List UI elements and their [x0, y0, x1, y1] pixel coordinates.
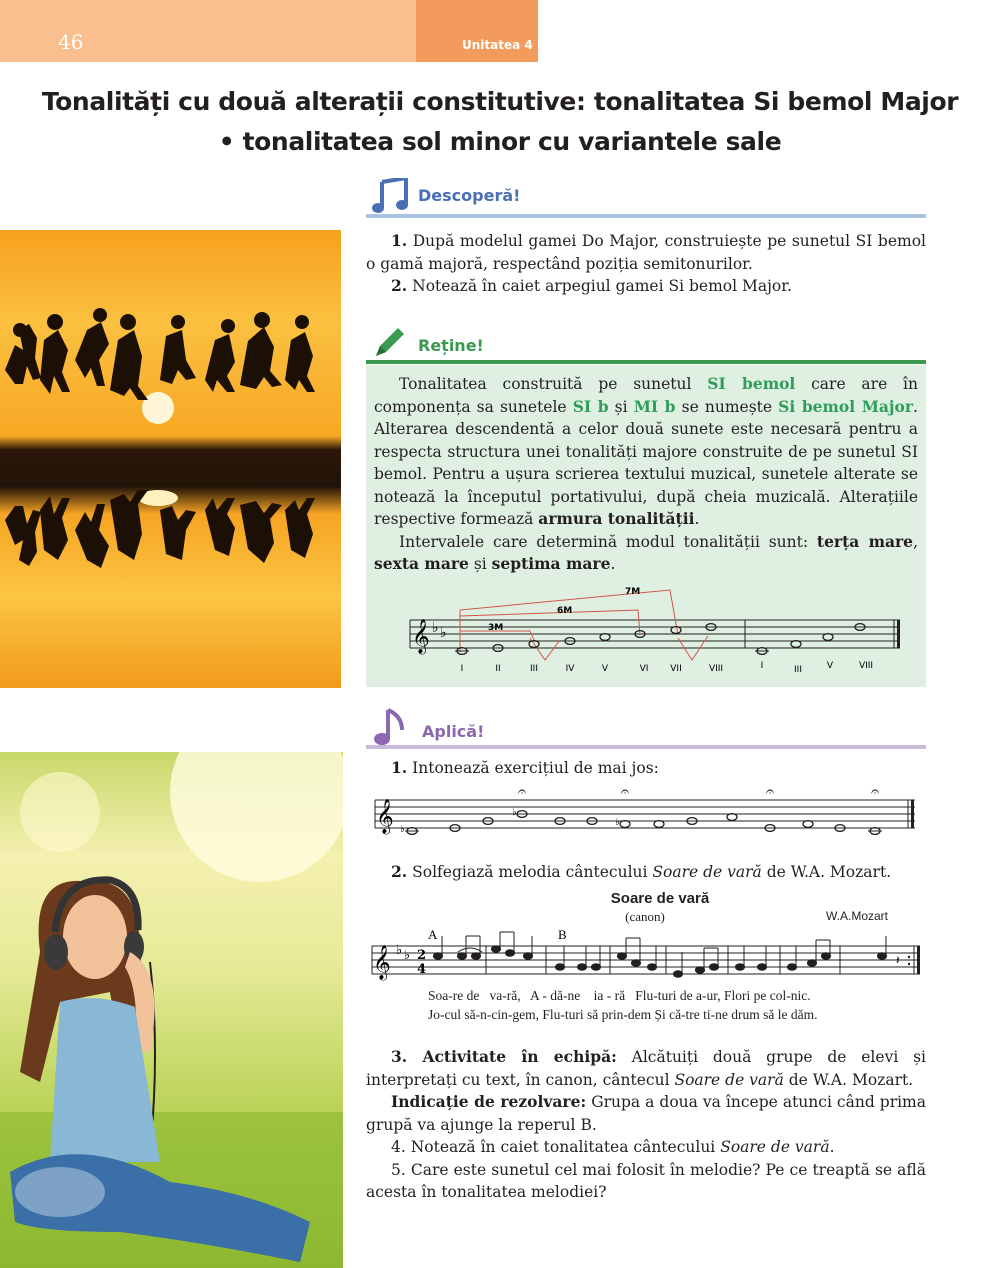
interval-label-6M: 6M	[557, 606, 573, 616]
text: Intervalele care determină modul tonalității sunt:	[399, 532, 817, 551]
text: .	[610, 555, 616, 573]
item-text: Solfegiază melodia cântecului	[412, 863, 653, 881]
item-number: 2.	[391, 276, 408, 295]
degree-label: V	[601, 664, 609, 674]
item-text: Intonează exercițiul de mai jos:	[412, 759, 659, 777]
hint	[366, 1091, 926, 1136]
degree-label: II	[495, 664, 501, 674]
time-signature-top: 2	[417, 948, 427, 963]
eighth-note-icon	[372, 708, 408, 750]
flat-icon: ♭	[440, 625, 447, 641]
text: se numește	[675, 397, 779, 416]
aplica-item-4	[366, 1136, 926, 1159]
bold-term: sexta mare	[374, 554, 469, 573]
treble-clef-icon: 𝄞	[412, 619, 430, 654]
flat-icon: ♭	[396, 943, 403, 958]
aplica-item-2	[366, 861, 926, 884]
retine-paragraph-2	[374, 531, 918, 576]
flat-icon: ♭	[404, 948, 411, 963]
degree-label: IV	[565, 664, 575, 674]
aplica-item-3	[366, 1046, 926, 1091]
song-title: Soare de vară	[610, 890, 710, 907]
text: ,	[913, 532, 918, 551]
text: . Alterarea descendentă a celor două sunete este necesară pentru a respecta structura unei tonalități majore construite de pe sunetul SI bemol. Pentru a ușura scrierea textului muzical, sunetele alterate se notează la începutul portativului, după cheia muzicală. Alterațiile respective formează	[374, 397, 918, 528]
highlight: SI bemol	[707, 374, 796, 393]
exercise-staff	[370, 782, 920, 846]
degree-label: III	[794, 665, 802, 675]
unit-label: Unitatea 4	[462, 38, 533, 52]
svg-text:♭: ♭	[400, 824, 405, 835]
aplica-item-5: 5. Care este sunetul cel mai folosit în melodie? Pe ce treaptă se află acesta în tonalitatea melodiei?	[366, 1160, 926, 1201]
time-signature-bottom: 4	[417, 962, 427, 977]
item-text: .	[829, 1138, 835, 1156]
retine-body	[374, 373, 918, 576]
degree-label: VIII	[858, 661, 874, 671]
item-text: de W.A. Mozart.	[761, 863, 892, 881]
text: Tonalitatea construită pe sunetul	[399, 375, 708, 393]
header-band-dark	[416, 0, 538, 62]
page-number: 46	[58, 30, 84, 54]
descopera-item-2	[366, 275, 926, 298]
interval-label-7M: 7M	[625, 587, 641, 597]
sunset-jumping-silhouettes-photo	[0, 230, 341, 688]
degree-label: I	[460, 664, 464, 674]
descopera-heading: Descoperă!	[418, 186, 521, 205]
interval-label-3M: 3M	[488, 623, 504, 633]
text: și	[468, 555, 492, 573]
degree-label: VII	[670, 664, 682, 674]
fermata-icon: 𝄐	[621, 784, 629, 800]
lyrics-line-1: Soa-re de va-ră, A - dă-ne ia - ră Flu-turi de a-ur, Flori pe col-nic.	[428, 988, 811, 1003]
hint-label: Indicație de rezolvare:	[391, 1092, 587, 1111]
aplica-heading: Aplică!	[422, 722, 485, 741]
bold-term: septima mare	[491, 554, 611, 573]
item-number: 1.	[391, 231, 408, 250]
retine-paragraph-1	[374, 373, 918, 531]
bold-term: armura tonalității	[538, 509, 695, 528]
bold-term: terța mare	[816, 531, 914, 551]
page-title	[40, 82, 960, 162]
svg-text:♭: ♭	[512, 807, 517, 818]
highlight: MI b	[633, 396, 676, 416]
descopera-item-1	[366, 230, 926, 275]
scale-staff	[400, 580, 910, 679]
treble-clef-icon: 𝄞	[373, 945, 391, 980]
composer: W.A.Mozart	[826, 909, 889, 923]
music-note-icon	[372, 178, 410, 218]
fermata-icon: 𝄐	[871, 784, 879, 800]
fermata-icon: 𝄐	[518, 784, 526, 800]
retine-rule	[366, 360, 926, 364]
girl-with-headphones-photo	[0, 752, 343, 1268]
item-number: 2.	[391, 862, 408, 881]
highlight: Si bemol Major	[778, 396, 914, 416]
song-subtitle: (canon)	[625, 909, 665, 924]
degree-label: VIII	[708, 664, 724, 674]
aplica-item-1	[366, 757, 926, 780]
item-text: Notează în caiet arpegiul gamei Si bemol Major.	[412, 277, 792, 295]
song-name: Soare de vară	[720, 1138, 830, 1156]
rest-icon: 𝄽	[896, 953, 900, 967]
hint-text: Grupa a doua va începe atunci când prima grupă va ajunge la reperul B.	[366, 1093, 926, 1134]
item-text: După modelul gamei Do Major, construiește pe sunetul SI bemol o gamă majoră, respectând poziția semitonurilor.	[366, 232, 926, 273]
descopera-rule	[366, 214, 926, 218]
text: .	[694, 510, 700, 528]
text: care are în componența sa sunetele	[374, 375, 918, 416]
lyrics-line-2: Jo-cul să-n-cin-gem, Flu-turi să prin-dem Și că-tre ti-ne drum să le dăm.	[428, 1007, 818, 1022]
svg-text:♭: ♭	[615, 817, 620, 828]
item-text: Alcătuiți două grupe de elevi și interpretați cu text, în canon, cântecul	[366, 1048, 926, 1089]
title-line-1: Tonalități cu două alterații constitutive: tonalitatea Si bemol Major	[41, 87, 959, 116]
degree-label: I	[760, 661, 764, 671]
treble-clef-icon: 𝄞	[376, 799, 394, 834]
song-name: Soare de vară	[652, 863, 762, 881]
rehearsal-mark-b: B	[558, 927, 567, 942]
degree-label: VI	[639, 664, 649, 674]
song-staff	[370, 924, 925, 990]
flat-icon: ♭	[432, 620, 439, 636]
degree-label: III	[530, 664, 538, 674]
retine-heading: Reține!	[418, 336, 484, 355]
degree-label: V	[826, 661, 834, 671]
item-text: 4. Notează în caiet tonalitatea cântecului	[391, 1138, 721, 1156]
aplica-items-3-5	[366, 1046, 926, 1204]
aplica-rule	[366, 745, 926, 749]
item-text: de W.A. Mozart.	[783, 1070, 914, 1089]
pencil-icon	[372, 326, 406, 364]
item-label: 3. Activitate în echipă:	[391, 1047, 617, 1066]
descopera-body	[366, 230, 926, 298]
text: și	[608, 397, 634, 416]
fermata-icon: 𝄐	[766, 784, 774, 800]
title-line-2: • tonalitatea sol minor cu variantele sale	[218, 127, 782, 156]
song-name: Soare de vară	[674, 1070, 784, 1089]
item-number: 1.	[391, 758, 408, 777]
highlight: SI b	[572, 396, 609, 416]
rehearsal-mark-a: A	[428, 927, 438, 942]
